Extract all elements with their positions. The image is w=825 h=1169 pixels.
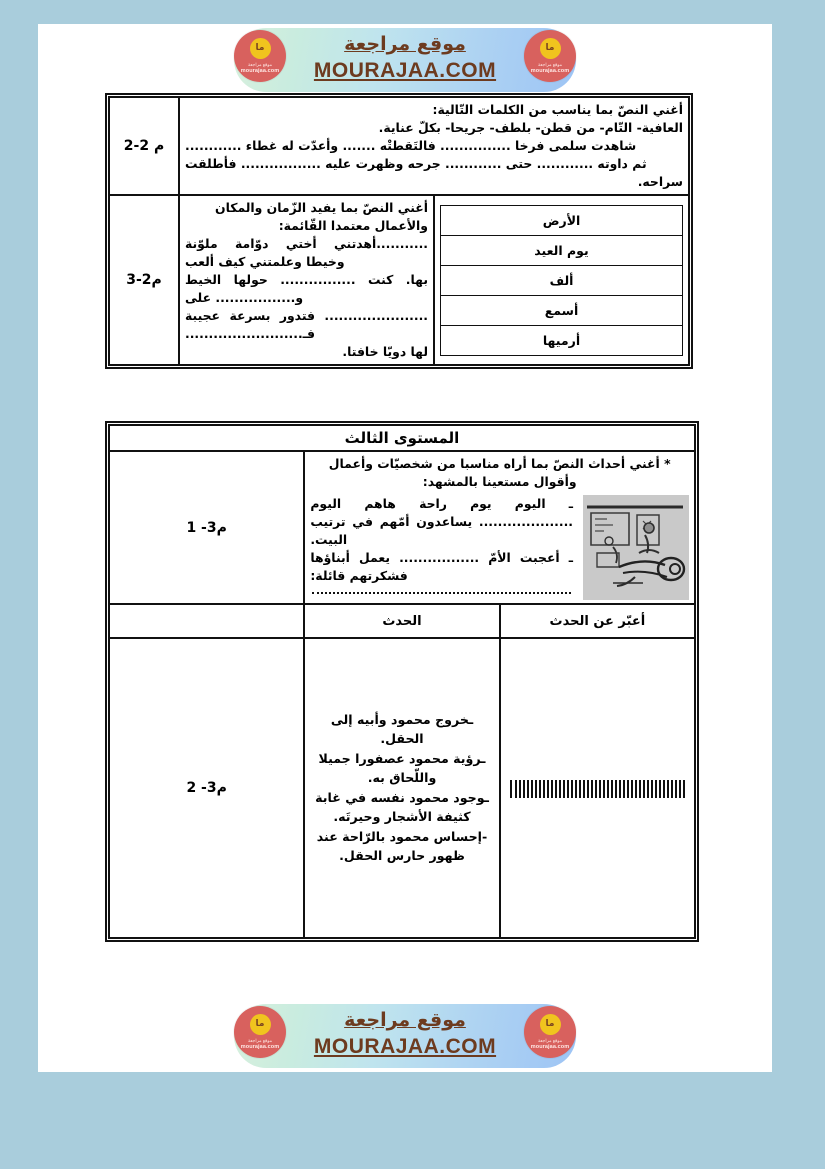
question-code-m3-1: م3- 1 — [109, 451, 304, 604]
exercise-line: ...........أهدتني أختي دوّامة ملوّنة وخيطا وعلمتني كيف ألعب — [185, 236, 428, 269]
mourajaa-logo-icon: ما — [250, 1014, 271, 1035]
exercises-table-level-two — [108, 96, 690, 366]
exercise-cell-m3-1 — [304, 451, 695, 604]
exercise-cell-m2-3 — [179, 195, 434, 365]
question-code-m3-2: م3- 2 — [109, 638, 304, 938]
logo-caption-right: موقع مراجعة mourajaa.com — [530, 62, 570, 74]
question-code-m2-3: م2-3 — [109, 195, 179, 365]
answer-line[interactable] — [312, 592, 571, 594]
banner-text-top — [255, 32, 555, 84]
answer-line[interactable] — [510, 796, 685, 798]
mourajaa-logo-icon: ما — [540, 38, 561, 59]
exercises-table-level-three — [108, 424, 696, 939]
top-promo-banner — [38, 24, 772, 96]
mourajaa-logo-badge-right — [524, 30, 576, 82]
mourajaa-logo-icon: ما — [250, 38, 271, 59]
word-bank-column-m2-3 — [434, 195, 689, 365]
family-tidying-house-illustration — [583, 495, 689, 600]
exercise-line: لها دويّا خافتا. — [342, 344, 428, 359]
prompt-m2-3: أغني النصّ بما يفيد الزّمان والمكان والأعمال معتمدا القّائمة: — [215, 200, 428, 233]
event-item: -إحساس محمود بالرّاحة عند ظهور حارس الحقل. — [316, 829, 488, 863]
banner-arabic-bottom: موقع مراجعة — [344, 1009, 466, 1031]
events-list-m3-2 — [304, 638, 499, 938]
logo-caption-right: موقع مراجعة mourajaa.com — [530, 1038, 570, 1050]
word-bank-item: أسمع — [441, 295, 683, 325]
worksheet-page — [38, 24, 772, 1072]
level-title-banner: المستوى الثالث — [109, 425, 695, 451]
table-row — [109, 638, 695, 938]
table-row — [109, 97, 689, 195]
column-header-event: الحدث — [304, 604, 499, 638]
mourajaa-logo-icon: ما — [540, 1014, 561, 1035]
word-bank-item: يوم العيد — [441, 235, 683, 265]
exercise-line: ـ اليوم يوم راحة هاهم اليوم .................... يساعدون أمّهم في ترتيب البيت. — [310, 496, 573, 547]
word-bank-item: ألف — [441, 265, 683, 295]
banner-english-top: MOURAJAA.COM — [313, 59, 497, 82]
word-bank-item: أرميها — [441, 325, 683, 355]
exercise-line: بها. كنت ................ حولها الخيط و................. على — [185, 272, 428, 305]
column-header-expression: أعبّر عن الحدث — [500, 604, 695, 638]
exercise-line: ـ أعجبت الأمّ ................. يعمل أبناؤها فشكرتهم قائلة: — [310, 550, 573, 583]
banner-text-bottom — [255, 1008, 555, 1060]
bottom-promo-banner — [38, 1000, 772, 1072]
table-row — [109, 604, 695, 638]
event-item: ـرؤية محمود عصفورا جميلا واللّحاق به. — [318, 751, 486, 785]
logo-caption-left: موقع مراجعة mourajaa.com — [240, 1038, 280, 1050]
logo-caption-left: موقع مراجعة mourajaa.com — [240, 62, 280, 74]
exercise-line: ثم داوته ............ حتى ............ جرحه وظهرت عليه ................. فأطلقت — [185, 156, 647, 171]
table-row — [109, 425, 695, 451]
banner-english-bottom: MOURAJAA.COM — [313, 1035, 497, 1058]
answer-area-m3-2[interactable] — [500, 638, 695, 938]
event-item: ـوجود محمود نفسه في غابة كثيفة الأشجار وحيرتَه. — [315, 790, 489, 824]
exercise-line: سراحه. — [637, 174, 683, 189]
event-item: ـخروج محمود وأبيه إلى الحقل. — [330, 712, 474, 746]
table-row — [109, 195, 689, 365]
exercise-text-m3-1 — [310, 495, 573, 596]
question-code-m3-2-header — [109, 604, 304, 638]
prompt-m3-1: * أغني أحداث النصّ بما أراه مناسبا من شخصيّات وأعمال وأقوال مستعينا بالمشهد: — [328, 456, 671, 489]
word-bank-item: الأرض — [441, 205, 683, 235]
exercise-cell-m2-2 — [179, 97, 689, 195]
question-code-m2-2: م 2-2 — [109, 97, 179, 195]
exercise-line: ...................... فتدور بسرعة عجيبة فـ......................... — [185, 308, 428, 341]
banner-arabic-top: موقع مراجعة — [344, 33, 466, 55]
exercise-line: شاهدت سلمى فرخا ............... فالتَقطتْه ....... وأعدّت له غطاء ............ — [185, 138, 637, 153]
mourajaa-logo-badge-right — [524, 1006, 576, 1058]
table-row — [109, 451, 695, 604]
prompt-m2-2: أغني النصّ بما يناسب من الكلمات التّالية: — [432, 102, 683, 117]
word-bank-inline-m2-2: العافية- التّام- من قطن- بلطف- جريحا- بكلّ عناية. — [378, 120, 683, 135]
